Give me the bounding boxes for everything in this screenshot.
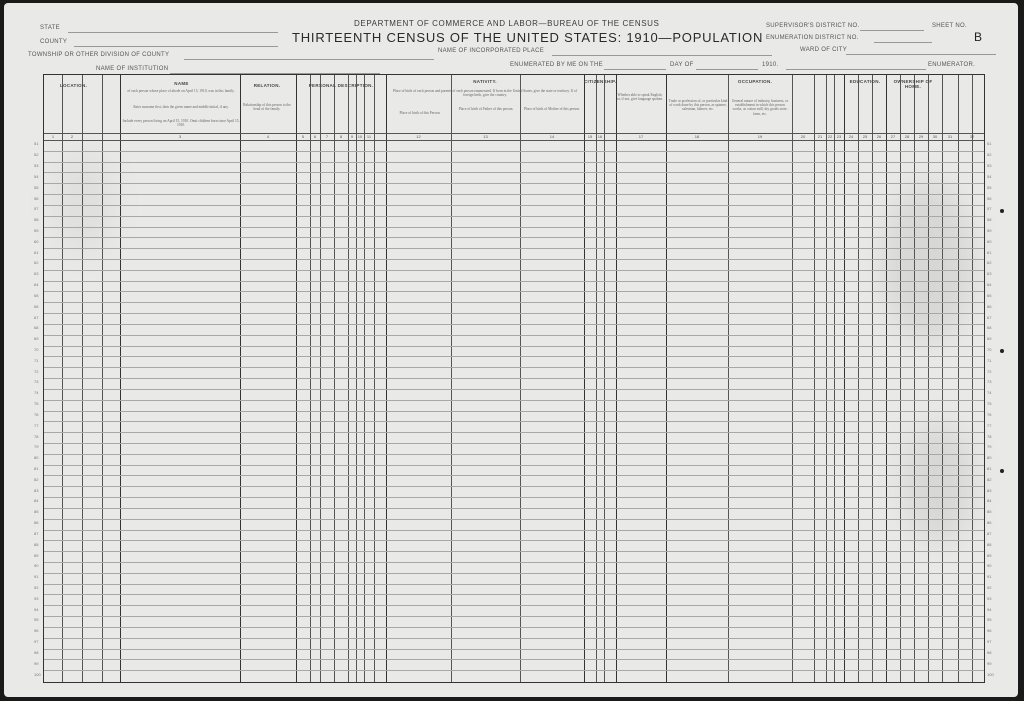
township-label: TOWNSHIP OR OTHER DIVISION OF COUNTY	[28, 52, 170, 58]
ward-label: WARD OF CITY	[800, 47, 848, 53]
line-number: 57	[987, 206, 992, 212]
line-number: 53	[34, 163, 39, 169]
column-number: 25	[862, 134, 868, 139]
row-rule	[44, 291, 984, 292]
row-rule	[44, 432, 984, 433]
line-number: 81	[987, 466, 992, 471]
line-number: 56	[987, 195, 992, 201]
line-number: 75	[987, 401, 992, 407]
department-heading: DEPARTMENT OF COMMERCE AND LABOR—BUREAU OF THE CENSUS	[354, 19, 660, 28]
punch-hole	[1000, 469, 1004, 473]
state-field[interactable]	[68, 32, 278, 33]
row-rule	[44, 259, 984, 260]
row-rule	[44, 172, 984, 173]
line-number: 69	[34, 336, 39, 342]
column-number: 21	[817, 134, 823, 139]
row-rule	[44, 421, 984, 422]
line-number: 99	[987, 660, 992, 666]
supervisor-label: SUPERVISOR'S DISTRICT NO.	[766, 23, 860, 29]
line-number: 60	[987, 238, 992, 244]
line-number: 96	[34, 628, 39, 634]
row-rule	[44, 530, 984, 531]
line-number: 61	[34, 249, 39, 255]
line-number: 84	[34, 498, 39, 504]
name-instructions: Enter surname first, then the given name and middle initial, if any.	[133, 105, 229, 109]
line-number: 66	[987, 303, 992, 309]
row-rule	[44, 227, 984, 228]
line-number: 82	[987, 476, 992, 482]
column-number: 31	[947, 134, 953, 139]
census-grid	[43, 74, 985, 683]
line-number: 87	[987, 530, 992, 536]
column-number: 16	[597, 134, 603, 139]
line-number: 54	[987, 173, 992, 179]
enumerated-day-field[interactable]	[604, 69, 666, 70]
row-rule	[44, 573, 984, 574]
month-field[interactable]	[696, 69, 758, 70]
row-rule	[44, 411, 984, 412]
line-number: 89	[987, 552, 992, 558]
line-number: 52	[34, 152, 39, 158]
column-number: 10	[357, 134, 363, 139]
year-label: 1910.	[762, 62, 779, 68]
line-number: 83	[987, 487, 992, 493]
incorporated-place-field[interactable]	[552, 55, 772, 56]
line-number: 75	[34, 401, 39, 407]
state-label: STATE	[40, 25, 60, 31]
township-field[interactable]	[184, 59, 434, 60]
line-number: 86	[34, 520, 39, 526]
line-number: 74	[987, 390, 992, 396]
row-rule	[44, 486, 984, 487]
line-number: 70	[34, 346, 39, 352]
line-number: 79	[34, 444, 39, 450]
row-rule	[44, 638, 984, 639]
line-number: 93	[987, 595, 992, 601]
line-number: 55	[987, 184, 992, 190]
nativity-description: Place of birth of each person and parents of each person enumerated. If born in the United States, give the state or territory. If of foreign birth, give the country.	[392, 89, 578, 98]
line-number: 92	[34, 585, 39, 591]
row-rule	[44, 551, 984, 552]
line-number: 59	[987, 227, 992, 233]
line-number: 76	[34, 411, 39, 417]
row-rule	[44, 465, 984, 466]
row-rule	[44, 519, 984, 520]
column-number: 2	[70, 134, 74, 139]
line-number: 52	[987, 152, 992, 158]
institution-label: NAME OF INSTITUTION	[96, 66, 169, 72]
row-rule	[44, 508, 984, 509]
line-number: 67	[987, 314, 992, 320]
line-number: 58	[987, 217, 992, 223]
census-title: THIRTEENTH CENSUS OF THE UNITED STATES: 1910—POPULATION	[292, 30, 764, 45]
line-number: 51	[34, 141, 39, 147]
name-include: Include every person living on April 15, 1910. Omit children born since April 15, 1910.	[122, 119, 240, 128]
column-number: 7	[325, 134, 329, 139]
line-number: 84	[987, 498, 992, 504]
relation-description: Relationship of this person to the head of the family.	[243, 103, 291, 112]
supervisor-field[interactable]	[860, 30, 924, 31]
row-rule	[44, 302, 984, 303]
line-number: 98	[34, 649, 39, 655]
line-number: 66	[34, 303, 39, 309]
group-personal-description: PERSONAL DESCRIPTION.	[308, 83, 374, 88]
column-number: 26	[876, 134, 882, 139]
row-rule	[44, 562, 984, 563]
column-number: 27	[890, 134, 896, 139]
line-number: 91	[987, 574, 992, 580]
line-number: 61	[987, 249, 992, 255]
line-number: 53	[987, 163, 992, 169]
row-rule	[44, 443, 984, 444]
column-number: 20	[800, 134, 806, 139]
line-number: 73	[34, 379, 39, 385]
row-rule	[44, 183, 984, 184]
line-number: 97	[34, 639, 39, 645]
line-number: 79	[987, 444, 992, 450]
line-number: 63	[34, 271, 39, 277]
row-rule	[44, 584, 984, 585]
header-rule	[44, 140, 984, 141]
line-number: 77	[34, 422, 39, 428]
column-number: 9	[350, 134, 354, 139]
line-number: 85	[34, 509, 39, 515]
row-rule	[44, 497, 984, 498]
sheet-label: SHEET NO.	[932, 23, 967, 29]
line-number: 89	[34, 552, 39, 558]
line-number: 87	[34, 530, 39, 536]
trade-column: Trade or profession of, or particular kind of work done by this person, as spinner, salesman, laborer, etc.	[668, 99, 728, 112]
line-number: 78	[34, 433, 39, 439]
industry-column: General nature of industry, business, or establishment in which this person works, as cotton mill, dry goods store, farm, etc.	[731, 99, 789, 116]
group-occupation: OCCUPATION.	[737, 79, 773, 84]
line-number: 98	[987, 649, 992, 655]
enumerator-field[interactable]	[786, 69, 926, 70]
group-nativity: NATIVITY.	[473, 79, 497, 84]
punch-hole	[1000, 349, 1004, 353]
enumerated-label: ENUMERATED BY ME ON THE	[510, 62, 603, 68]
line-number: 82	[34, 476, 39, 482]
line-number: 74	[34, 390, 39, 396]
column-number: 30	[932, 134, 938, 139]
enumeration-district-field[interactable]	[874, 42, 932, 43]
line-number: 90	[987, 563, 992, 569]
row-rule	[44, 389, 984, 390]
county-field[interactable]	[74, 46, 278, 47]
line-number: 55	[34, 184, 39, 190]
line-number: 56	[34, 195, 39, 201]
line-number: 62	[987, 260, 992, 266]
column-number: 28	[904, 134, 910, 139]
column-number: 5	[301, 134, 305, 139]
line-number: 85	[987, 509, 992, 515]
line-number: 67	[34, 314, 39, 320]
nativity-mother: Place of birth of Mother of this person.	[523, 107, 581, 111]
row-rule	[44, 162, 984, 163]
row-rule	[44, 378, 984, 379]
line-number: 63	[987, 271, 992, 277]
row-rule	[44, 270, 984, 271]
row-rule	[44, 454, 984, 455]
line-number: 93	[34, 595, 39, 601]
row-rule	[44, 324, 984, 325]
column-number: 14	[549, 134, 555, 139]
line-number: 78	[987, 433, 992, 439]
column-number: 32	[969, 134, 975, 139]
group-name: NAME	[174, 81, 189, 86]
language-column: Whether able to speak English; or, if not, give language spoken.	[616, 93, 664, 102]
column-number: 18	[694, 134, 700, 139]
line-number: 57	[34, 206, 39, 212]
row-rule	[44, 400, 984, 401]
row-rule	[44, 237, 984, 238]
enumeration-district-label: ENUMERATION DISTRICT NO.	[766, 35, 859, 41]
line-number: 76	[987, 411, 992, 417]
line-number: 70	[987, 346, 992, 352]
line-number: 59	[34, 227, 39, 233]
county-label: COUNTY	[40, 39, 68, 45]
column-number: 3	[178, 134, 182, 139]
column-number: 22	[827, 134, 833, 139]
row-rule	[44, 151, 984, 152]
incorporated-place-label: NAME OF INCORPORATED PLACE	[438, 48, 545, 54]
line-number: 86	[987, 520, 992, 526]
line-number: 71	[987, 357, 992, 363]
line-number: 97	[987, 639, 992, 645]
line-number: 83	[34, 487, 39, 493]
column-number: 1	[51, 134, 55, 139]
line-number: 64	[34, 282, 39, 288]
row-rule	[44, 313, 984, 314]
line-number: 62	[34, 260, 39, 266]
line-number: 73	[987, 379, 992, 385]
row-rule	[44, 594, 984, 595]
line-number: 94	[987, 606, 992, 612]
line-number: 90	[34, 563, 39, 569]
column-number: 8	[339, 134, 343, 139]
line-number: 92	[987, 585, 992, 591]
row-rule	[44, 335, 984, 336]
line-number: 72	[987, 368, 992, 374]
line-number: 77	[987, 422, 992, 428]
group-relation: RELATION.	[253, 83, 281, 88]
line-number: 68	[987, 325, 992, 331]
line-number: 54	[34, 173, 39, 179]
line-number: 91	[34, 574, 39, 580]
row-rule	[44, 627, 984, 628]
row-rule	[44, 281, 984, 282]
nativity-father: Place of birth of Father of this person.	[458, 107, 514, 111]
column-number: 6	[313, 134, 317, 139]
group-location: LOCATION.	[59, 83, 88, 88]
row-rule	[44, 605, 984, 606]
group-ownership: OWNERSHIP OF HOME.	[893, 79, 933, 89]
row-rule	[44, 356, 984, 357]
column-number: 4	[266, 134, 270, 139]
enumerator-label: ENUMERATOR.	[928, 62, 976, 68]
row-rule	[44, 367, 984, 368]
line-number: 69	[987, 336, 992, 342]
line-number: 95	[34, 617, 39, 623]
column-number: 19	[757, 134, 763, 139]
line-number: 71	[34, 357, 39, 363]
day-of-label: DAY OF	[670, 62, 694, 68]
line-number: 96	[987, 628, 992, 634]
line-number: 95	[987, 617, 992, 623]
row-rule	[44, 616, 984, 617]
column-number: 24	[848, 134, 854, 139]
sheet-letter: B	[974, 30, 983, 44]
row-rule	[44, 216, 984, 217]
line-number: 65	[34, 292, 39, 298]
line-number: 72	[34, 368, 39, 374]
line-number: 80	[987, 455, 992, 461]
line-number: 68	[34, 325, 39, 331]
nativity-person: Place of birth of this Person.	[399, 111, 441, 115]
line-number: 81	[34, 466, 39, 471]
line-number: 88	[34, 541, 39, 547]
line-number: 94	[34, 606, 39, 612]
column-number: 12	[416, 134, 421, 139]
line-number: 51	[987, 141, 992, 147]
line-number: 88	[987, 541, 992, 547]
line-number: 64	[987, 282, 992, 288]
row-rule	[44, 659, 984, 660]
census-sheet	[4, 3, 1018, 697]
row-rule	[44, 205, 984, 206]
row-rule	[44, 346, 984, 347]
row-rule	[44, 670, 984, 671]
row-rule	[44, 540, 984, 541]
line-number: 58	[34, 217, 39, 223]
group-citizenship: CITIZENSHIP.	[584, 79, 617, 84]
ward-field[interactable]	[846, 54, 996, 55]
line-number: 80	[34, 455, 39, 461]
row-rule	[44, 194, 984, 195]
punch-hole	[1000, 209, 1004, 213]
column-number: 17	[638, 134, 644, 139]
column-number: 29	[918, 134, 924, 139]
row-rule	[44, 475, 984, 476]
group-education: EDUCATION.	[849, 79, 881, 84]
line-number: 99	[34, 660, 39, 666]
line-number: 60	[34, 238, 39, 244]
line-number: 65	[987, 292, 992, 298]
column-number: 13	[483, 134, 488, 139]
name-description: of each person whose place of abode on April 15, 1910, was in this family.	[127, 89, 235, 93]
row-rule	[44, 248, 984, 249]
column-number: 11	[366, 134, 372, 139]
line-number: 100	[987, 671, 994, 677]
column-number: 15	[587, 134, 593, 139]
column-number: 23	[836, 134, 842, 139]
row-rule	[44, 649, 984, 650]
line-number: 100	[34, 671, 41, 677]
